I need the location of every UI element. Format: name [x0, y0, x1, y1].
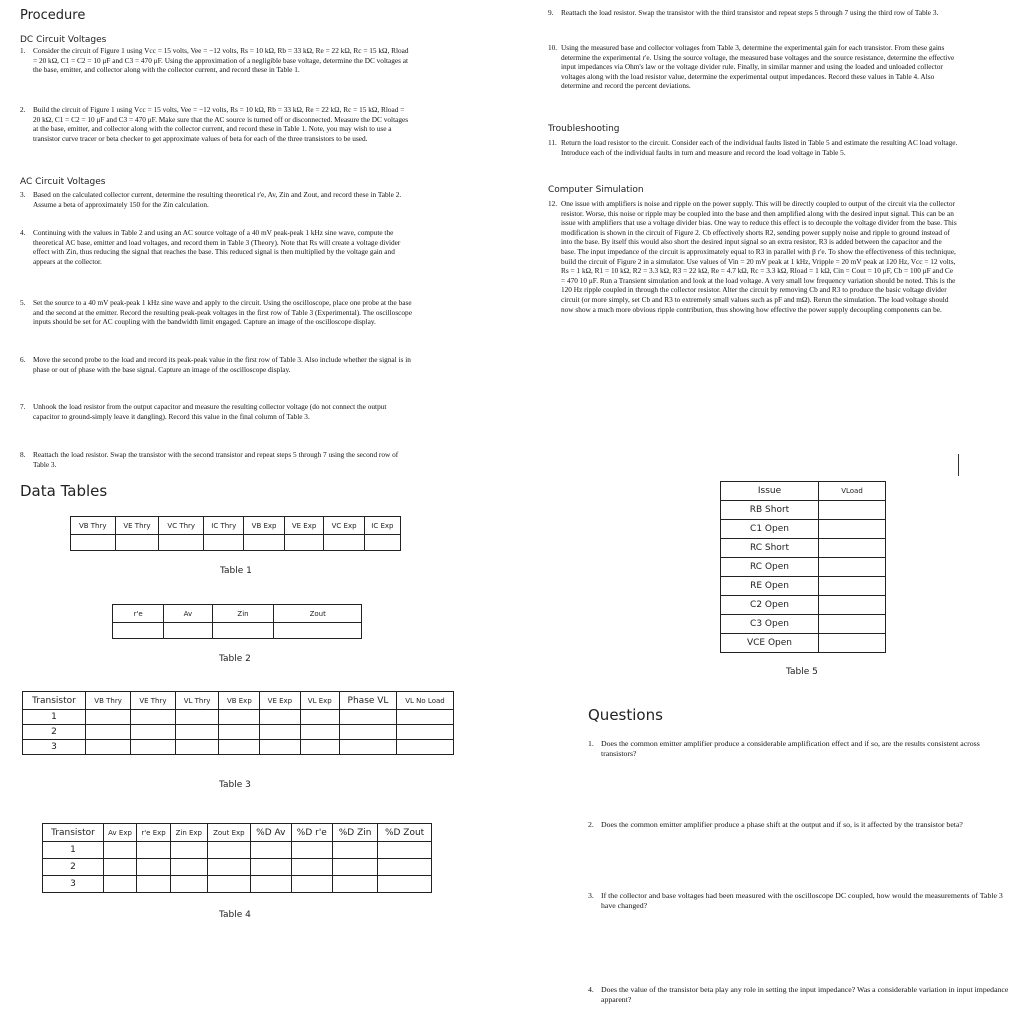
table5-cell[interactable] [819, 539, 886, 558]
table5-cell[interactable] [819, 634, 886, 653]
troubleshooting-title: Troubleshooting [548, 124, 620, 134]
table4-cell[interactable] [251, 859, 292, 876]
ac-section-title: AC Circuit Voltages [20, 177, 106, 187]
table2-header: Av [164, 605, 212, 623]
table-4 [42, 823, 432, 893]
table3-cell[interactable] [86, 725, 131, 740]
dc-section-title: DC Circuit Voltages [20, 35, 107, 45]
table4-header: r'e Exp [137, 824, 171, 842]
table3-header: Phase VL [340, 692, 397, 710]
question-2: 2. Does the common emitter amplifier produce a phase shift at the output and if so, is it affected by the transistor beta? [588, 820, 963, 829]
table1-cell[interactable] [284, 535, 324, 551]
table5-cell[interactable] [819, 577, 886, 596]
table3-row-label: 1 [23, 710, 86, 725]
table2-caption: Table 2 [219, 654, 251, 664]
table2-cell[interactable] [113, 623, 164, 639]
text-cursor [958, 454, 959, 476]
table4-caption: Table 4 [219, 910, 251, 920]
table4-cell[interactable] [104, 842, 137, 859]
simulation-title: Computer Simulation [548, 185, 644, 195]
table5-header: VLoad [819, 482, 886, 501]
table5-caption: Table 5 [786, 667, 818, 677]
table3-row-label: 2 [23, 725, 86, 740]
table1-cell[interactable] [244, 535, 284, 551]
table1-header: VC Thry [159, 517, 204, 535]
table4-cell[interactable] [207, 876, 250, 893]
table4-header: Av Exp [104, 824, 137, 842]
table4-header: %D Zin [333, 824, 378, 842]
table2-header: Zout [274, 605, 362, 623]
questions-title: Questions [588, 706, 663, 724]
step-2: 2. Build the circuit of Figure 1 using Vcc = 15 volts, Vee = −12 volts, Rs = 10 kΩ, Rb = 33 kΩ, Re = 22 kΩ, Rc = 15 kΩ, Rload = 20 kΩ, C1 = C2 = 10 μF and C3 = 470 μF. Make sure that the AC source is turned off or disconnected. Measure the DC voltages at the base, emitter, and collector along with the collector current, and record these in Table 1. Note, you may wish to use a transistor curve tracer or beta checker to get approximate values of beta for each of the three transistors to be used. [20, 105, 409, 143]
table2-cell[interactable] [164, 623, 212, 639]
step-12: 12. One issue with amplifiers is noise and ripple on the power supply. This will be directly coupled to output of the circuit via the collector resistor. Worse, this noise or ripple may be coupled into the base and then amplified along with the desired input signal. This can be an issue with amplifiers that use a voltage divider bias. One way to reduce this effect is to decouple the voltage divider from the base. This modification is shown in the circuit of Figure 2. Cb effectively shorts R2, sending power supply noise and ripple to ground instead of into the base. By itself this would also short the desired input signal so an extra resistor, R3 is added between the capacitor and the base. The input impedance of the circuit is approximately equal to R3 in parallel with β r'e. To show the effectiveness of this technique, build the circuit of Figure 2 in a simulator. Use values of Vin = 20 mV peak at 1 kHz, Vripple = 20 mV peak at 120 Hz, Vcc = 12 volts, Rs = 1 kΩ, R1 = 10 kΩ, R2 = 3.3 kΩ, R3 = 22 kΩ, Re = 4.7 kΩ, Rc = 3.3 kΩ, Rload = 1 kΩ, Cin = Cout = 10 μF, Cb = 100 μF and Ce = 470 10 μF. Run a Transient simulation and look at the load voltage. A very small low frequency variation should be noted. This is the 120 Hz ripple coupled in through the collector resistor. Alter the circuit by removing Cb and R3 to produce the basic voltage divider circuit (or more simply, set Cb and R3 to extremely small values such as pF and mΩ). Rerun the simulation. The load voltage should now show a much more obvious ripple contribution, thus showing how effective the power supply decoupling components can be. [548, 199, 957, 314]
table5-cell[interactable] [819, 558, 886, 577]
table3-cell[interactable] [397, 725, 454, 740]
table5-row-label: C1 Open [721, 520, 819, 539]
question-4: 4. Does the value of the transistor beta play any role in setting the input impedance? Was a considerable variation in input impedance apparent? [588, 985, 1009, 1004]
table-5 [720, 481, 886, 653]
table2-header: r'e [113, 605, 164, 623]
table3-header: VB Exp [219, 692, 260, 710]
table4-cell[interactable] [378, 859, 432, 876]
step-10: 10. Using the measured base and collector voltages from Table 3, determine the experimental gain for each transistor. From these gains determine the experimental r'e. Using the source voltage, the measured base voltages and the source resistance, determine the effective input impedances via Ohm's law or the voltage divider rule. Finally, in similar manner and using the loaded and unloaded collector voltages along with the load resistor value, determine the experimental output impedances. Record these values in Table 4. Also determine and record the percent deviations. [548, 43, 955, 91]
table1-header: IC Exp [364, 517, 400, 535]
table3-cell[interactable] [397, 740, 454, 755]
table-2 [112, 604, 362, 639]
table2-cell[interactable] [274, 623, 362, 639]
table3-cell[interactable] [340, 740, 397, 755]
table1-cell[interactable] [159, 535, 204, 551]
table4-cell[interactable] [291, 876, 333, 893]
table3-cell[interactable] [219, 740, 260, 755]
table4-cell[interactable] [104, 859, 137, 876]
table4-header: %D Zout [378, 824, 432, 842]
table4-cell[interactable] [104, 876, 137, 893]
table4-cell[interactable] [137, 876, 171, 893]
table2-header: Zin [212, 605, 274, 623]
table3-cell[interactable] [260, 740, 300, 755]
table4-cell[interactable] [378, 876, 432, 893]
table5-cell[interactable] [819, 501, 886, 520]
data-tables-title: Data Tables [20, 482, 108, 500]
table3-row-label: 3 [23, 740, 86, 755]
table3-header: VE Thry [131, 692, 176, 710]
table4-cell[interactable] [170, 859, 207, 876]
table1-cell[interactable] [204, 535, 244, 551]
table3-header: VL No Load [397, 692, 454, 710]
table1-caption: Table 1 [220, 566, 252, 576]
table3-header: VL Exp [300, 692, 339, 710]
table5-row-label: RE Open [721, 577, 819, 596]
table4-cell[interactable] [291, 842, 333, 859]
step-11: 11. Return the load resistor to the circuit. Consider each of the individual faults listed in Table 5 and estimate the resulting AC load voltage. Introduce each of the individual faults in turn and measure and record the load voltage in Table 5. [548, 138, 958, 157]
table2-cell[interactable] [212, 623, 274, 639]
table3-cell[interactable] [300, 725, 339, 740]
table1-header: VE Exp [284, 517, 324, 535]
table4-header: Transistor [43, 824, 104, 842]
table3-cell[interactable] [175, 710, 219, 725]
table4-header: %D r'e [291, 824, 333, 842]
table3-cell[interactable] [131, 725, 176, 740]
step-1: 1. Consider the circuit of Figure 1 using Vcc = 15 volts, Vee = −12 volts, Rs = 10 kΩ, Rb = 33 kΩ, Re = 22 kΩ, Rc = 15 kΩ, Rload = 20 kΩ, C1 = C2 = 10 μF and C3 = 470 μF. Using the approximation of a negligible base voltage, determine the DC voltages at the base, emitter, and collector along with the collector current, and record these in Table 1. [20, 46, 409, 75]
table5-row-label: C2 Open [721, 596, 819, 615]
procedure-title: Procedure [20, 8, 86, 23]
table4-cell[interactable] [333, 876, 378, 893]
table1-cell[interactable] [115, 535, 159, 551]
table1-header: VE Thry [115, 517, 159, 535]
table3-cell[interactable] [219, 725, 260, 740]
table5-row-label: RC Open [721, 558, 819, 577]
table1-header: VB Exp [244, 517, 284, 535]
table3-cell[interactable] [397, 710, 454, 725]
table3-header: VB Thry [86, 692, 131, 710]
table3-header: Transistor [23, 692, 86, 710]
table5-cell[interactable] [819, 615, 886, 634]
table4-cell[interactable] [251, 842, 292, 859]
table4-cell[interactable] [170, 876, 207, 893]
table-1 [70, 516, 401, 551]
table3-cell[interactable] [131, 740, 176, 755]
table4-cell[interactable] [170, 842, 207, 859]
table3-cell[interactable] [175, 725, 219, 740]
step-8: 8. Reattach the load resistor. Swap the transistor with the second transistor and repeat steps 5 through 7 using the second row of Table 3. [20, 450, 399, 469]
table4-cell[interactable] [291, 859, 333, 876]
table3-cell[interactable] [175, 740, 219, 755]
table4-cell[interactable] [207, 859, 250, 876]
table3-cell[interactable] [340, 725, 397, 740]
table1-cell[interactable] [71, 535, 116, 551]
table4-row-label: 1 [43, 842, 104, 859]
table5-row-label: VCE Open [721, 634, 819, 653]
table4-cell[interactable] [137, 859, 171, 876]
step-9: 9. Reattach the load resistor. Swap the transistor with the third transistor and repeat steps 5 through 7 using the third row of Table 3. [548, 8, 939, 17]
step-7: 7. Unhook the load resistor from the output capacitor and measure the resulting collector voltage (do not connect the output capacitor to ground-simply leave it dangling). Record this value in the final column of Table 3. [20, 402, 387, 421]
table3-cell[interactable] [219, 710, 260, 725]
table1-header: VC Exp [324, 517, 364, 535]
table4-cell[interactable] [207, 842, 250, 859]
table3-cell[interactable] [260, 725, 300, 740]
table4-cell[interactable] [137, 842, 171, 859]
table5-row-label: RB Short [721, 501, 819, 520]
table5-row-label: C3 Open [721, 615, 819, 634]
table3-cell[interactable] [300, 710, 339, 725]
table3-caption: Table 3 [219, 780, 251, 790]
table4-row-label: 2 [43, 859, 104, 876]
question-3: 3. If the collector and base voltages had been measured with the oscilloscope DC coupled, how would the measurements of Table 3 have changed? [588, 891, 1003, 910]
table3-cell[interactable] [300, 740, 339, 755]
step-5: 5. Set the source to a 40 mV peak-peak 1 kHz sine wave and apply to the circuit. Using the oscilloscope, place one probe at the base and the second at the emitter. Record the resulting peak-peak voltages in the first row of Table 3 (Experimental). The oscilloscope inputs should be set for AC coupling with the bandwidth limit engaged. Capture an image of the oscilloscope display. [20, 298, 412, 327]
table5-row-label: RC Short [721, 539, 819, 558]
table4-header: Zout Exp [207, 824, 250, 842]
table5-header: Issue [721, 482, 819, 501]
table5-cell[interactable] [819, 520, 886, 539]
table3-cell[interactable] [340, 710, 397, 725]
table4-cell[interactable] [333, 842, 378, 859]
table3-header: VL Thry [175, 692, 219, 710]
step-6: 6. Move the second probe to the load and record its peak-peak value in the first row of Table 3. Also include whether the signal is in phase or out of phase with the base signal. Capture an image of the oscilloscope display. [20, 355, 411, 374]
table3-cell[interactable] [86, 710, 131, 725]
table4-cell[interactable] [378, 842, 432, 859]
question-1: 1. Does the common emitter amplifier produce a considerable amplification effect and if so, are the results consistent across transistors? [588, 739, 980, 758]
table-3 [22, 691, 454, 755]
table4-cell[interactable] [333, 859, 378, 876]
table1-cell[interactable] [324, 535, 364, 551]
table4-header: Zin Exp [170, 824, 207, 842]
table5-cell[interactable] [819, 596, 886, 615]
table3-cell[interactable] [86, 740, 131, 755]
table1-cell[interactable] [364, 535, 400, 551]
table1-header: IC Thry [204, 517, 244, 535]
step-4: 4. Continuing with the values in Table 2 and using an AC source voltage of a 40 mV peak-peak 1 kHz sine wave, compute the theoretical AC base, emitter and load voltages, and record them in Table 3 (Theory). Note that Rs will create a voltage divider effect with Zin, thus reducing the signal that reaches the base. This reduced signal is then multiplied by the voltage gain and appears at the collector. [20, 228, 401, 266]
table4-header: %D Av [251, 824, 292, 842]
table4-row-label: 3 [43, 876, 104, 893]
table3-header: VE Exp [260, 692, 300, 710]
table3-cell[interactable] [131, 710, 176, 725]
step-3: 3. Based on the calculated collector current, determine the resulting theoretical r'e, Av, Zin and Zout, and record these in Table 2. Assume a beta of approximately 150 for the Zin calculation. [20, 190, 402, 209]
table3-cell[interactable] [260, 710, 300, 725]
table4-cell[interactable] [251, 876, 292, 893]
table1-header: VB Thry [71, 517, 116, 535]
